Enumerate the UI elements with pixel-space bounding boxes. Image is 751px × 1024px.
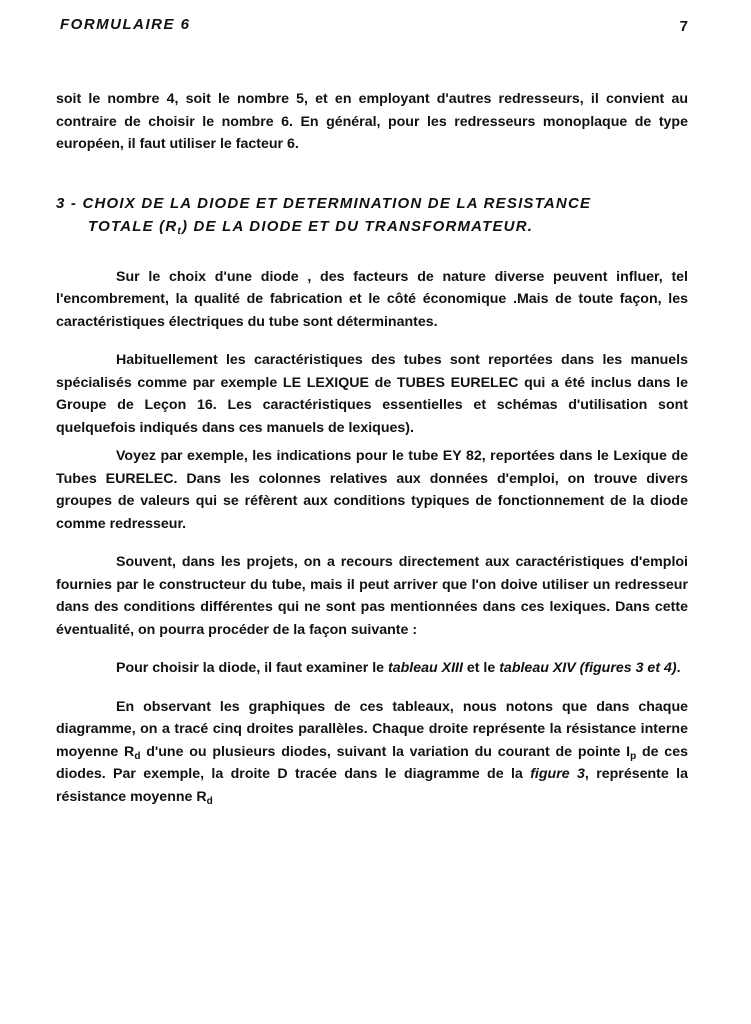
text-emphasis: tableau XIV (figures 3 et 4) <box>499 660 677 676</box>
paragraph-graphiques <box>56 696 688 809</box>
paragraph-lexique: Habituellement les caractéristiques des tubes sont reportées dans les manuels spécialisés comme par exemple LE LEXIQUE de TUBES EURELEC qui a été inclus dans le Groupe de Leçon 16. Les caractéristiques essentielles et schémas d'utilisation sont quelquefois indiqués dans ces manuels de lexiques). <box>56 352 688 436</box>
heading-text: ) DE LA DIODE ET DU TRANSFORMATEUR. <box>181 217 534 235</box>
subscript: d <box>134 750 141 762</box>
paragraph-choice: Sur le choix d'une diode , des facteurs de nature diverse peuvent influer, tel l'encombrement, la qualité de fabrication et le côté économique .Mais de toute façon, les caractéristiques électriques du tube sont déterminantes. <box>56 268 688 330</box>
page-number: 7 <box>679 18 688 35</box>
section-heading-line2 <box>56 215 688 238</box>
header-title: FORMULAIRE 6 <box>60 16 191 33</box>
paragraph-projets: Souvent, dans les projets, on a recours directement aux caractéristiques d'emploi fournies par le constructeur du tube, mais il peut arriver que l'on doive utiliser un redresseur dans des conditions différentes qui ne sont pas mentionnées dans ces lexiques. Dans cette éventualité, on pourra procéder de la façon suivante : <box>56 554 688 638</box>
text-emphasis: tableau XIII <box>388 660 463 676</box>
text-run: et le <box>462 660 500 676</box>
subscript: d <box>206 795 213 807</box>
text-emphasis: figure 3 <box>530 766 585 782</box>
text-run: En observant les graphiques de ces tableaux, nous notons que dans chaque diagramme, on a tracé cinq droites parallèles. Chaque droite représente la résistance interne moyenne R <box>56 698 688 760</box>
section-heading <box>56 192 688 238</box>
paragraph-tableaux <box>56 657 688 680</box>
heading-text: TOTALE (R <box>88 217 178 235</box>
section-heading-line1: 3 - CHOIX DE LA DIODE ET DETERMINATION DE LA RESISTANCE <box>56 194 592 212</box>
page-header <box>60 16 688 33</box>
text-run: . <box>676 660 681 676</box>
subscript: p <box>630 750 637 762</box>
text-run: d'une ou plusieurs diodes, suivant la variation du courant de pointe I <box>140 743 631 760</box>
text-run: de ces diodes. Par exemple, la droite D tracée dans le diagramme de la <box>56 743 688 782</box>
paragraph-continuation: soit le nombre 4, soit le nombre 5, et en employant d'autres redresseurs, il convient au contraire de choisir le nombre 6. En général, pour les redresseurs monoplaque de type européen, il faut utiliser le facteur 6. <box>56 91 688 152</box>
text-run: Pour choisir la diode, il faut examiner le <box>116 660 389 676</box>
heading-subscript: t <box>177 225 182 237</box>
text-run: , représente la résistance moyenne R <box>56 766 688 805</box>
paragraph-ey82: Voyez par exemple, les indications pour le tube EY 82, reportées dans le Lexique de Tubes EURELEC. Dans les colonnes relatives aux données d'emploi, on trouve divers groupes de valeurs qui se réfèrent aux conditions typiques de fonctionnement de la diode comme redresseur. <box>56 448 688 532</box>
page-body <box>56 88 688 808</box>
